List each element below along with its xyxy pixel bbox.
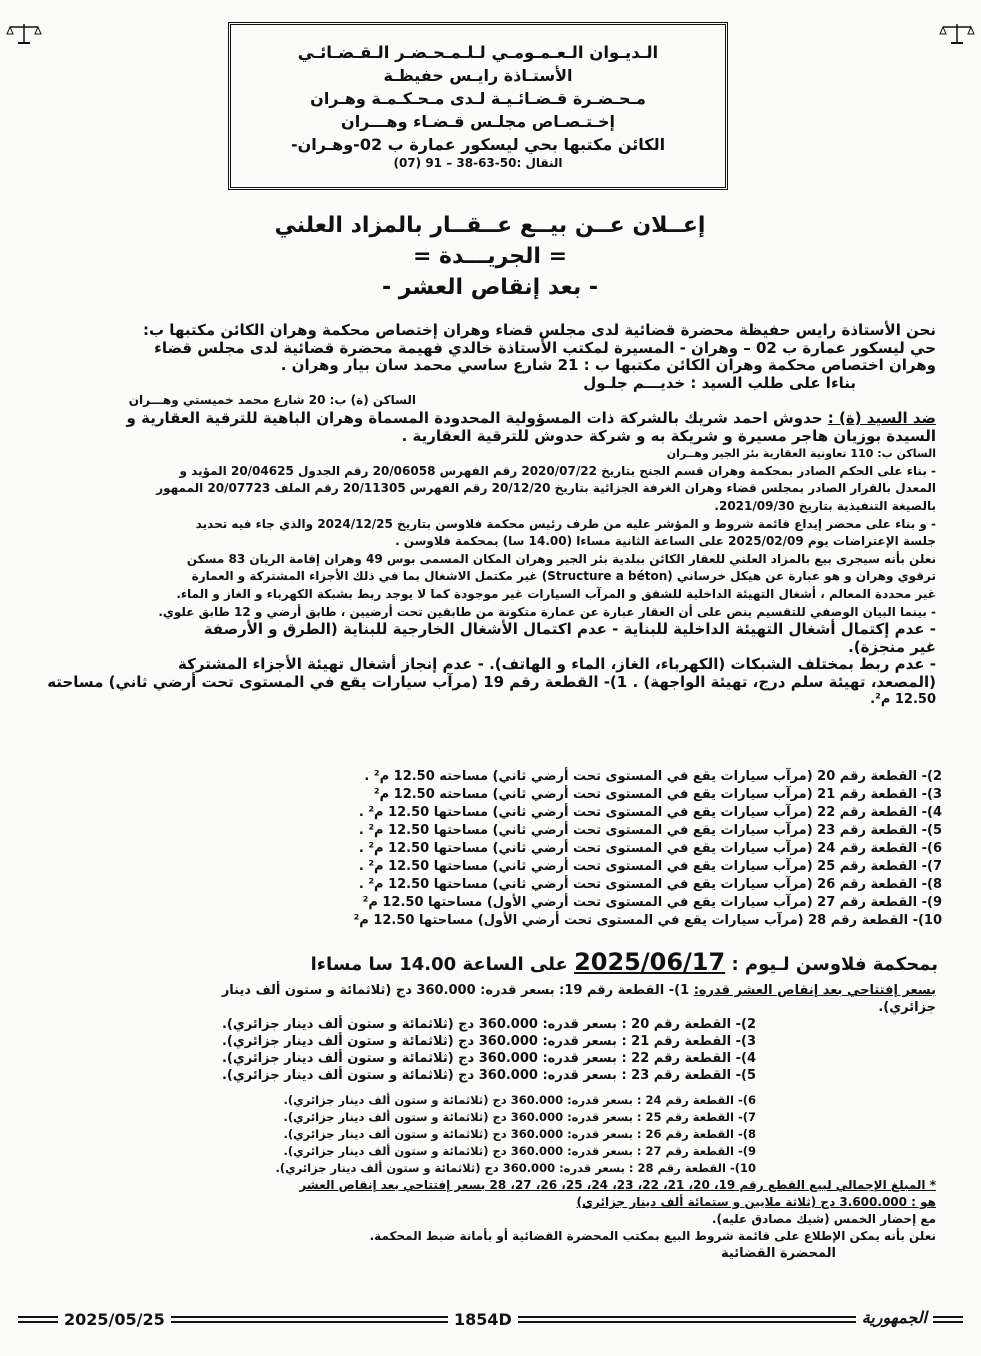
list-item: 8)- القطعة رقم 26 (مرآب سيارات يقع في المستوى تحت أرضي ثاني) مساحتها 12.50 م² . (358, 877, 942, 892)
defendant-address: الساكن ب: 110 تعاونية العقارية بئر الجير وهــران (666, 447, 936, 461)
defect-line: (المصعد، تهيئة سلم درج، تهيئة الواجهة) . 1)- القطعة رقم 19 (مرآب سيارات يقع في المستوى تحت أرضي ثاني) مساحته (47, 672, 936, 691)
list-item: 5)- القطعة رقم 23 (مرآب سيارات يقع في المستوى تحت أرضي ثاني) مساحتها 12.50 م² . (358, 823, 942, 838)
closing-line: نعلن بأنه يمكن الإطلاع على قائمة شروط البيع بمكتب المحضرة القضائية أو بأمانة ضبط المحكمة. (369, 1229, 936, 1243)
footer-date: 2025/05/25 (58, 1310, 171, 1329)
property-line: ترقوي وهران و هو عبارة عن هيكل خرساني (Structure a béton) غير مكتمل الاشغال بما في ذلك الأجزاء المشتركة و العمارة (191, 569, 936, 584)
price-row: جزائري). (878, 1000, 936, 1015)
price-row: 9)- القطعة رقم 27 : بسعر قدره: 360.000 دج (ثلاثمائة و ستون ألف دينار جزائري). (283, 1144, 756, 1158)
price-row: 1)- القطعة رقم 19: بسعر قدره: 360.000 دج (ثلاثمائة و ستون ألف دينار (221, 983, 690, 998)
list-item: 10)- القطعة رقم 28 (مرآب سيارات يقع في المستوى تحت أرضي الأول) مساحتها 12.50 م² (353, 913, 942, 928)
intro-line: نحن الأستاذة رايس حفيظة محضرة قضائية لدى مجلس قضاء وهران إختصاص محكمة وهران الكائن مكتبها ب: (143, 321, 936, 339)
phone-number: النقال :50-63-38 – 91 (07) (393, 156, 563, 170)
title-note: - بعد إنقاص العشر - (381, 275, 599, 300)
requester: بناءا على طلب السيد : خديـــم جلـول (583, 373, 856, 392)
defect-line: 12.50 م². (870, 692, 936, 708)
scales-icon (6, 22, 42, 46)
page-footer (0, 1298, 981, 1356)
price-row: 4)- القطعة رقم 22 : بسعر قدره: 360.000 دج (ثلاثمائة و ستون ألف دينار جزائري). (221, 1051, 756, 1066)
defect-line: غير منجزة). (848, 637, 936, 656)
defendants-label: ضد السيد (ة) : (827, 408, 936, 427)
header-line: الكائن مكتبها بحي ليسكور عمارة ب 02-وهـران- (290, 135, 666, 154)
announcement-title (180, 210, 800, 303)
price-first-line (46, 982, 936, 999)
legal-line: - بناء على الحكم الصادر بمحكمة وهران قسم الجنح بتاريخ 2020/07/22 رقم الفهرس 20/06058 رقم الجدول 20/04625 المؤيد و (179, 463, 936, 478)
list-item: 4)- القطعة رقم 22 (مرآب سيارات يقع في المستوى تحت أرضي ثاني) مساحتها 12.50 م² . (358, 805, 942, 820)
intro-line: حي ليسكور عمارة ب 02 – وهران - المسيرة لمكتب الأستاذة خالدي فهيمة محضرة قضائية لدى مجلس قضاء (154, 338, 936, 357)
total-line: هو : 3.600.000 دج (ثلاثة ملايين و ستمائة ألف دينار جزائري) (576, 1195, 936, 1209)
price-row: 7)- القطعة رقم 25 : بسعر قدره: 360.000 دج (ثلاثمائة و ستون ألف دينار جزائري). (283, 1110, 756, 1124)
price-row: 2)- القطعة رقم 20 : بسعر قدره: 360.000 دج (ثلاثمائة و ستون ألف دينار جزائري). (221, 1017, 756, 1032)
title-paper: = الجريـــدة = (412, 244, 568, 269)
office-header (228, 22, 728, 190)
title-main: إعــلان عــن بيــع عــقــار بالمزاد العلني (274, 213, 706, 238)
signature: المحضرة القضائية (721, 1246, 836, 1261)
legal-line: - و بناء على محضر إيداع قائمة شروط و المؤشر عليه من طرف رئيس محكمة فلاوسن بتاريخ 2024/12/25 والذي جاء فيه تحديد (195, 516, 936, 531)
auction-date-line (226, 948, 938, 976)
requester-address: الساكن (ة) ب: 20 شارع محمد خميستي وهـــران (128, 393, 416, 408)
intro-line: وهران اختصاص محكمة وهران الكائن مكتبها ب : 21 شارع ساسي محمد سان بيار وهران . (280, 356, 936, 375)
price-row: 3)- القطعة رقم 21 : بسعر قدره: 360.000 دج (ثلاثمائة و ستون ألف دينار جزائري). (221, 1034, 756, 1049)
opening-price-label: بسعر إفتتاحي بعد إنقاص العشر قدره: (693, 983, 936, 998)
legal-line: المعدل بالقرار الصادر بمجلس قضاء وهران الغرفة الجزائية بتاريخ 20/12/20 رقم الفهرس 20/11305 رقم الملف 20/07723 الممهور (156, 481, 936, 496)
defendant-text: حدوش احمد شريك بالشركة ذات المسؤولية المحدودة المسماة وهران الباهية للترقية العقارية و (126, 408, 823, 427)
defect-line: - عدم ربط بمختلف الشبكات (الكهرباء، الغاز، الماء و الهاتف). - عدم إنجاز أشغال تهيئة الأجزاء المشتركة (178, 655, 936, 674)
legal-line: بالصيغة التنفيذية بتاريخ 2021/09/30. (714, 498, 936, 513)
announcement-body (46, 322, 936, 709)
property-line: - بينما البيان الوصفي للتقسيم ينص على أن العقار عبارة عن عمارة متكونة من طابقين تحت أرضيين ، طابق أرضي و 12 طابق علوي. (158, 604, 936, 619)
header-line: مـحـضـرة قـضـائـيـة لـدى مـحـكـمـة وهـران (310, 89, 646, 108)
header-line: إخـتـصـاص مجلـس قـضـاء وهـــران (341, 112, 615, 131)
list-item: 6)- القطعة رقم 24 (مرآب سيارات يقع في المستوى تحت أرضي ثاني) مساحتها 12.50 م² . (358, 841, 942, 856)
defendant-line (46, 410, 936, 428)
court-prefix: بمحكمة فلاوسن لـيوم : (731, 954, 938, 975)
newspaper-logo: الجمهورية (856, 1308, 933, 1327)
property-line: غير محددة المعالم ، أشغال التهيئة الداخلية للشقق و المرآب السيارات غير موجودة كما لا يوجد ربط بشبكة الكهرباء و الغاز و الماء. (176, 586, 936, 601)
legal-line: جلسة الإعتراضات يوم 2025/02/09 على الساعة الثانية مساءا (14.00 سا) بمحكمة فلاوسن . (395, 534, 936, 549)
list-item: 9)- القطعة رقم 27 (مرآب سيارات يقع في المستوى تحت أرضي الأول) مساحتها 12.50 م² (362, 895, 942, 910)
defendant-line: السيدة بوزيان هاجر مسيرة و شريكة به و شركة حدوش للترقية العقارية . (401, 426, 936, 445)
price-block (46, 982, 936, 1262)
price-row: 5)- القطعة رقم 23 : بسعر قدره: 360.000 دج (ثلاثمائة و ستون ألف دينار جزائري). (221, 1068, 756, 1083)
header-line: الـديـوان الـعـمـومـي لـلـمـحـضـر الـقـضـائـي (297, 43, 659, 62)
price-row: 6)- القطعة رقم 24 : بسعر قدره: 360.000 دج (ثلاثمائة و ستون ألف دينار جزائري). (283, 1093, 756, 1107)
list-item: 2)- القطعة رقم 20 (مرآب سيارات يقع في المستوى تحت أرضي ثاني) مساحته 12.50 م² . (364, 769, 942, 784)
court-suffix: على الساعة 14.00 سا مساءا (310, 954, 568, 975)
auction-date: 2025/06/17 (574, 948, 726, 976)
price-row: 10)- القطعة رقم 28 : بسعر قدره: 360.000 دج (ثلاثمائة و ستون ألف دينار جزائري). (275, 1161, 756, 1175)
price-row: 8)- القطعة رقم 26 : بسعر قدره: 360.000 دج (ثلاثمائة و ستون ألف دينار جزائري). (283, 1127, 756, 1141)
total-line: * المبلغ الإجمالي لبيع القطع رقم 19، 20، 21، 22، 23، 24، 25، 26، 27، 28 بسعر إفتتاحي بعد إنقاص العشر (299, 1178, 936, 1192)
header-line: الأستـاذة رايـس حفيظـة (383, 66, 573, 85)
closing-line: مع إحضار الخمس (شيك مصادق عليه). (711, 1212, 936, 1226)
list-item: 7)- القطعة رقم 25 (مرآب سيارات يقع في المستوى تحت أرضي ثاني) مساحتها 12.50 م² . (358, 859, 942, 874)
lots-list (230, 768, 942, 930)
list-item: 3)- القطعة رقم 21 (مرآب سيارات يقع في المستوى تحت أرضي ثاني) مساحته 12.50 م² (373, 787, 942, 802)
footer-code: 1854D (448, 1310, 518, 1329)
scales-icon (939, 22, 975, 46)
defect-line: - عدم إكتمال أشغال التهيئة الداخلية للبناية - عدم اكتمال الأشغال الخارجية للبناية (الطرق و الأرصفة (203, 620, 936, 639)
property-line: نعلن بأنه سيجرى بيع بالمزاد العلني للعقار الكائن ببلدية بئر الجير وهران المكان المسمى بوس 49 وهران إقامة الريان 83 مسكن (186, 551, 936, 566)
